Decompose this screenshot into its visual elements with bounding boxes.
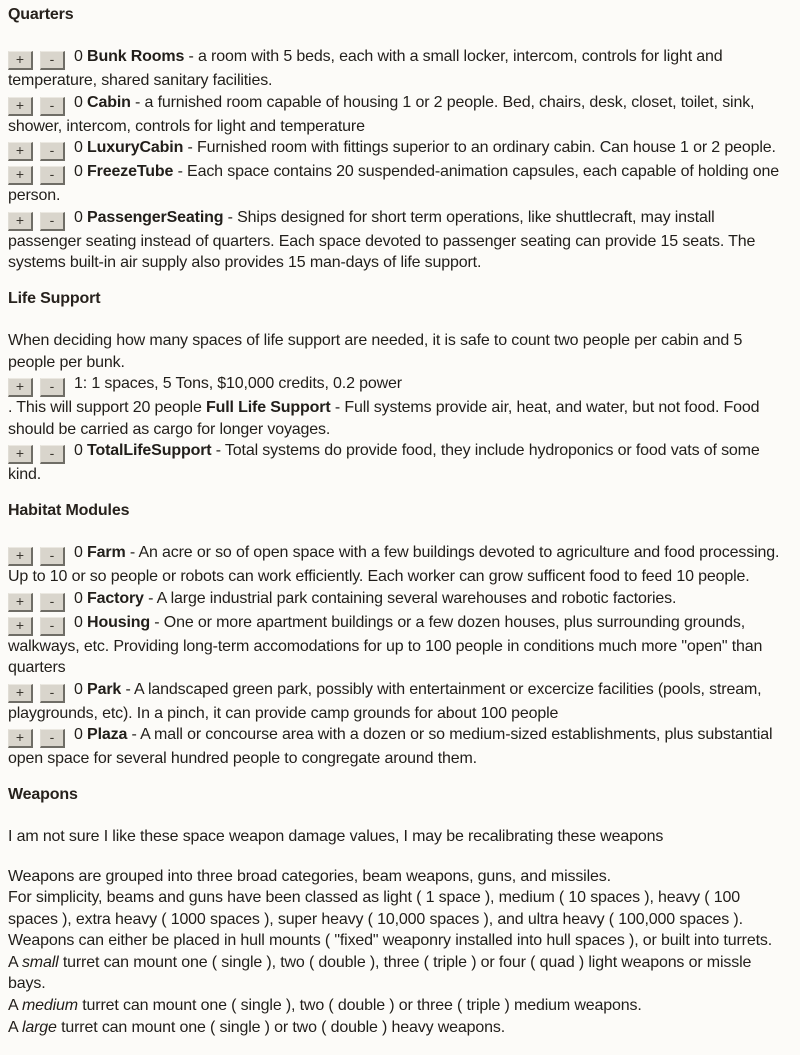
text-segment: 0 [74, 680, 88, 698]
emphasis-text: medium [21, 997, 78, 1015]
text-segment: - Full systems provide air, heat, and water, but not food. Food should be carried as cargo for longer voyages. [8, 399, 760, 438]
adjustable-item [8, 92, 792, 138]
increment-button[interactable]: + [8, 547, 33, 566]
text-segment: - a room with 5 beds, each with a small locker, intercom, controls for light and temperature, shared sanitary facilities. [8, 48, 723, 89]
decrement-button[interactable]: - [40, 617, 65, 636]
text-segment: 0 [74, 589, 88, 607]
text-segment: 0 [74, 208, 88, 226]
text-segment: A [8, 1018, 22, 1036]
text-segment: - Total systems do provide food, they include hydroponics or food vats of some kind. [8, 442, 760, 484]
item-name: Housing [87, 613, 150, 631]
text-segment: Weapons can either be placed in hull mounts ( "fixed" weaponry installed into hull spaces ), or built into turrets. [8, 932, 773, 950]
item-name: Plaza [87, 726, 128, 744]
item-name: FreezeTube [87, 163, 174, 181]
text-segment: - An acre or so of open space with a few buildings devoted to agriculture and food processing. Up to 10 or so people or robots can work efficiently. Each worker can grow sufficent food to feed 10 people. [8, 543, 780, 585]
text-segment: - One or more apartment buildings or a few dozen houses, plus surrounding grounds, walkways, etc. Providing long-term accomodations for up to 100 people in conditions much more "open" than quarters [8, 613, 763, 677]
decrement-button[interactable]: - [40, 378, 65, 397]
increment-button[interactable]: + [8, 142, 33, 161]
section-heading-quarters: Quarters [8, 6, 74, 23]
text-segment: 0 [74, 93, 88, 111]
increment-button[interactable]: + [8, 212, 33, 231]
text-segment: - Each space contains 20 suspended-animation capsules, each capable of holding one person. [8, 163, 780, 205]
increment-button[interactable]: + [8, 51, 33, 70]
paragraph [8, 1017, 792, 1036]
adjustable-item [8, 612, 792, 679]
adjustable-item [8, 724, 792, 770]
item-name: Cabin [87, 93, 131, 111]
paragraph [8, 826, 792, 848]
item-name: Farm [87, 543, 126, 561]
text-segment: . This will support 20 people [8, 399, 206, 417]
decrement-button[interactable]: - [40, 684, 65, 703]
text-segment: - A mall or concourse area with a dozen or so medium-sized establishments, plus substantial open space for several hundred people to congregate around them. [8, 726, 773, 768]
adjustable-item [8, 679, 792, 725]
text-segment: - A landscaped green park, possibly with entertainment or excercize facilities (pools, stream, playgrounds, etc). In a pinch, it can provide camp grounds for about 100 people [8, 680, 762, 722]
adjustable-item [8, 137, 792, 161]
emphasis-text: large [21, 1018, 57, 1036]
decrement-button[interactable]: - [40, 729, 65, 748]
increment-button[interactable]: + [8, 729, 33, 748]
text-segment: A [8, 997, 22, 1015]
text-segment: - a furnished room capable of housing 1 or 2 people. Bed, chairs, desk, closet, toilet, sink, shower, intercom, controls for light and temperature [8, 93, 755, 135]
item-name: PassengerSeating [87, 208, 224, 226]
item-name: Park [87, 680, 122, 698]
text-segment: Weapons are grouped into three broad categories, beam weapons, guns, and missiles. [8, 867, 611, 885]
text-segment: A [8, 953, 22, 971]
text-segment: 0 [74, 726, 88, 744]
text-segment: turret can mount one ( single ), two ( double ) or three ( triple ) medium weapons. [77, 997, 642, 1015]
text-segment: 0 [74, 543, 88, 561]
text-segment: 0 [74, 163, 88, 181]
item-name: TotalLifeSupport [87, 442, 212, 460]
text-segment: 0 [74, 139, 88, 157]
text-segment: 1: 1 spaces, 5 Tons, $10,000 credits, 0.2 power [74, 375, 402, 393]
paragraph [8, 330, 792, 373]
item-name: LuxuryCabin [87, 139, 184, 157]
text-segment: turret can mount one ( single ), two ( double ), three ( triple ) or four ( quad ) light weapons or missle bays. [8, 953, 752, 993]
text-segment: I am not sure I like these space weapon damage values, I may be recalibrating these weapons [8, 827, 664, 845]
adjustable-item [8, 588, 792, 612]
increment-button[interactable]: + [8, 378, 33, 397]
text-segment: - Furnished room with fittings superior to an ordinary cabin. Can house 1 or 2 people. [183, 139, 776, 157]
increment-button[interactable]: + [8, 445, 33, 464]
text-segment: - A large industrial park containing several warehouses and robotic factories. [143, 589, 677, 607]
paragraph [8, 866, 792, 1017]
adjustable-item [8, 542, 792, 588]
decrement-button[interactable]: - [40, 212, 65, 231]
text-segment: For simplicity, beams and guns have been classed as light ( 1 space ), medium ( 10 spaces ), heavy ( 100 spaces ), extra heavy ( 1000 spaces ), super heavy ( 10,000 spaces ), and ultra heavy ( 100,000 spaces ). [8, 889, 743, 928]
adjustable-item [8, 46, 792, 92]
decrement-button[interactable]: - [40, 97, 65, 116]
text-segment: 0 [74, 442, 88, 460]
increment-button[interactable]: + [8, 97, 33, 116]
decrement-button[interactable]: - [40, 142, 65, 161]
section-heading-life-support: Life Support [8, 289, 101, 307]
item-name: Bunk Rooms [87, 48, 185, 65]
decrement-button[interactable]: - [40, 593, 65, 612]
adjustable-item [8, 207, 792, 274]
item-name: Full Life Support [206, 399, 331, 417]
text-segment: When deciding how many spaces of life support are needed, it is safe to count two people per cabin and 5 people per bunk. [8, 331, 743, 371]
adjustable-item [8, 440, 792, 486]
decrement-button[interactable]: - [40, 51, 65, 70]
increment-button[interactable]: + [8, 593, 33, 612]
decrement-button[interactable]: - [40, 445, 65, 464]
section-heading-habitat-modules: Habitat Modules [8, 501, 130, 519]
adjustable-item [8, 161, 792, 207]
adjustable-item [8, 373, 792, 440]
text-segment: 0 [74, 48, 88, 65]
text-segment: - Ships designed for short term operations, like shuttlecraft, may install passenger seating instead of quarters. Each space devoted to passenger seating can provide 15 seats. The systems built-in air supply also provides 15 man-days of life support. [8, 208, 756, 272]
increment-button[interactable]: + [8, 684, 33, 703]
item-name: Factory [87, 589, 144, 607]
increment-button[interactable]: + [8, 166, 33, 185]
section-heading-weapons: Weapons [8, 785, 78, 803]
decrement-button[interactable]: - [40, 166, 65, 185]
text-segment: 0 [74, 613, 88, 631]
decrement-button[interactable]: - [40, 547, 65, 566]
increment-button[interactable]: + [8, 617, 33, 636]
text-segment: turret can mount one ( single ) or two ( double ) heavy weapons. [56, 1018, 506, 1036]
emphasis-text: small [21, 953, 59, 971]
